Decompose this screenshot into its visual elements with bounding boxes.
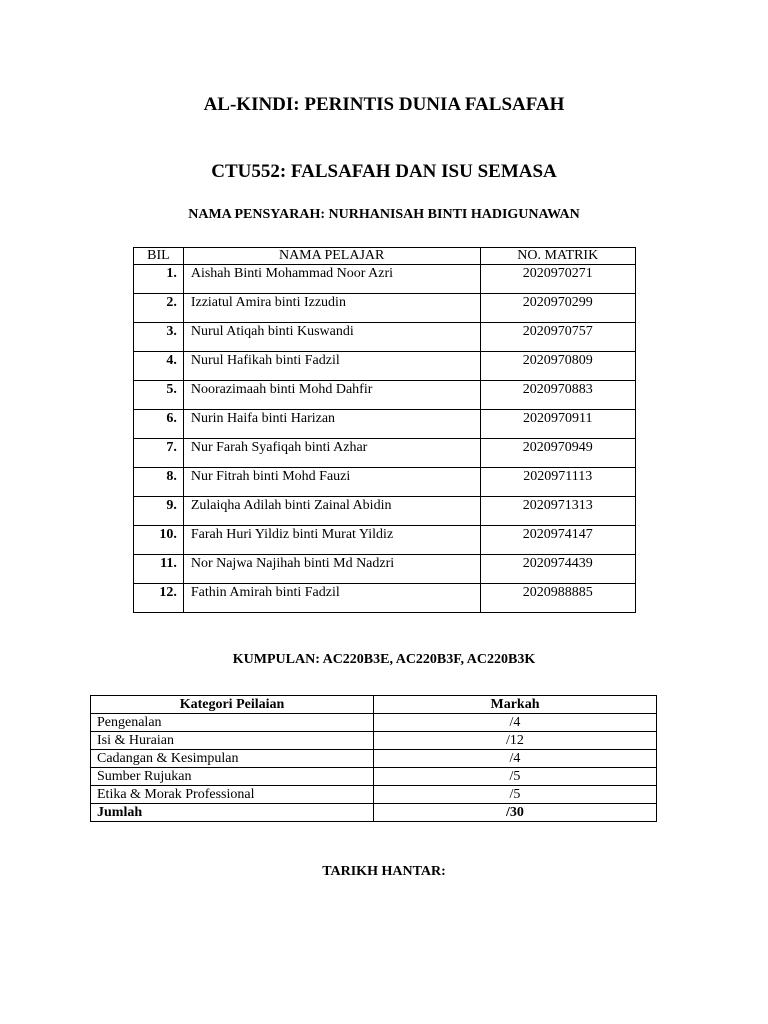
header-bil: BIL <box>134 248 184 265</box>
row-number: 11. <box>134 555 184 584</box>
matric-number: 2020970271 <box>480 265 636 294</box>
marks-table <box>90 695 657 822</box>
matric-number: 2020970949 <box>480 439 636 468</box>
matric-number: 2020988885 <box>480 584 636 613</box>
total-mark: /30 <box>374 804 657 822</box>
group-label: KUMPULAN: AC220B3E, AC220B3F, AC220B3K <box>232 652 536 667</box>
table-row <box>134 410 636 439</box>
table-row <box>134 584 636 613</box>
marks-value: /12 <box>374 732 657 750</box>
matric-number: 2020971313 <box>480 497 636 526</box>
table-row <box>134 497 636 526</box>
table-row <box>134 381 636 410</box>
row-number: 10. <box>134 526 184 555</box>
marks-category: Sumber Rujukan <box>91 768 374 786</box>
table-row <box>134 526 636 555</box>
student-name: Aishah Binti Mohammad Noor Azri <box>183 265 480 294</box>
marks-category: Etika & Morak Professional <box>91 786 374 804</box>
student-name: Nurin Haifa binti Harizan <box>183 410 480 439</box>
row-number: 4. <box>134 352 184 381</box>
matric-number: 2020971113 <box>480 468 636 497</box>
row-number: 2. <box>134 294 184 323</box>
table-row <box>134 439 636 468</box>
student-name: Nur Fitrah binti Mohd Fauzi <box>183 468 480 497</box>
student-table <box>133 247 636 613</box>
table-row <box>91 768 657 786</box>
marks-value: /4 <box>374 714 657 732</box>
student-name: Farah Huri Yildiz binti Murat Yildiz <box>183 526 480 555</box>
student-name: Fathin Amirah binti Fadzil <box>183 584 480 613</box>
matric-number: 2020970883 <box>480 381 636 410</box>
table-row <box>134 323 636 352</box>
header-matric: NO. MATRIK <box>480 248 636 265</box>
student-name: Zulaiqha Adilah binti Zainal Abidin <box>183 497 480 526</box>
student-name: Nurul Hafikah binti Fadzil <box>183 352 480 381</box>
student-name: Nor Najwa Najihah binti Md Nadzri <box>183 555 480 584</box>
student-name: Nurul Atiqah binti Kuswandi <box>183 323 480 352</box>
table-row <box>134 555 636 584</box>
row-number: 9. <box>134 497 184 526</box>
student-table-header <box>134 248 636 265</box>
table-row <box>134 265 636 294</box>
marks-value: /4 <box>374 750 657 768</box>
student-name: Nur Farah Syafiqah binti Azhar <box>183 439 480 468</box>
student-name: Izziatul Amira binti Izzudin <box>183 294 480 323</box>
row-number: 7. <box>134 439 184 468</box>
header-name: NAMA PELAJAR <box>183 248 480 265</box>
row-number: 12. <box>134 584 184 613</box>
marks-category: Pengenalan <box>91 714 374 732</box>
table-row <box>134 352 636 381</box>
lecturer-name: NAMA PENSYARAH: NURHANISAH BINTI HADIGUNAWAN <box>188 207 580 222</box>
row-number: 5. <box>134 381 184 410</box>
row-number: 6. <box>134 410 184 439</box>
matric-number: 2020974439 <box>480 555 636 584</box>
row-number: 3. <box>134 323 184 352</box>
submit-date-label: TARIKH HANTAR: <box>322 864 446 879</box>
table-row <box>91 714 657 732</box>
marks-category: Isi & Huraian <box>91 732 374 750</box>
marks-table-header <box>91 696 657 714</box>
header-category: Kategori Peilaian <box>91 696 374 714</box>
document-title: AL-KINDI: PERINTIS DUNIA FALSAFAH <box>203 94 565 115</box>
header-mark: Markah <box>374 696 657 714</box>
matric-number: 2020974147 <box>480 526 636 555</box>
table-row <box>91 786 657 804</box>
row-number: 1. <box>134 265 184 294</box>
marks-total-row <box>91 804 657 822</box>
marks-category: Cadangan & Kesimpulan <box>91 750 374 768</box>
table-row <box>91 732 657 750</box>
marks-value: /5 <box>374 786 657 804</box>
matric-number: 2020970911 <box>480 410 636 439</box>
total-label: Jumlah <box>91 804 374 822</box>
matric-number: 2020970757 <box>480 323 636 352</box>
course-title: CTU552: FALSAFAH DAN ISU SEMASA <box>211 161 557 182</box>
table-row <box>134 294 636 323</box>
table-row <box>91 750 657 768</box>
row-number: 8. <box>134 468 184 497</box>
matric-number: 2020970809 <box>480 352 636 381</box>
table-row <box>134 468 636 497</box>
student-name: Noorazimaah binti Mohd Dahfir <box>183 381 480 410</box>
matric-number: 2020970299 <box>480 294 636 323</box>
marks-value: /5 <box>374 768 657 786</box>
